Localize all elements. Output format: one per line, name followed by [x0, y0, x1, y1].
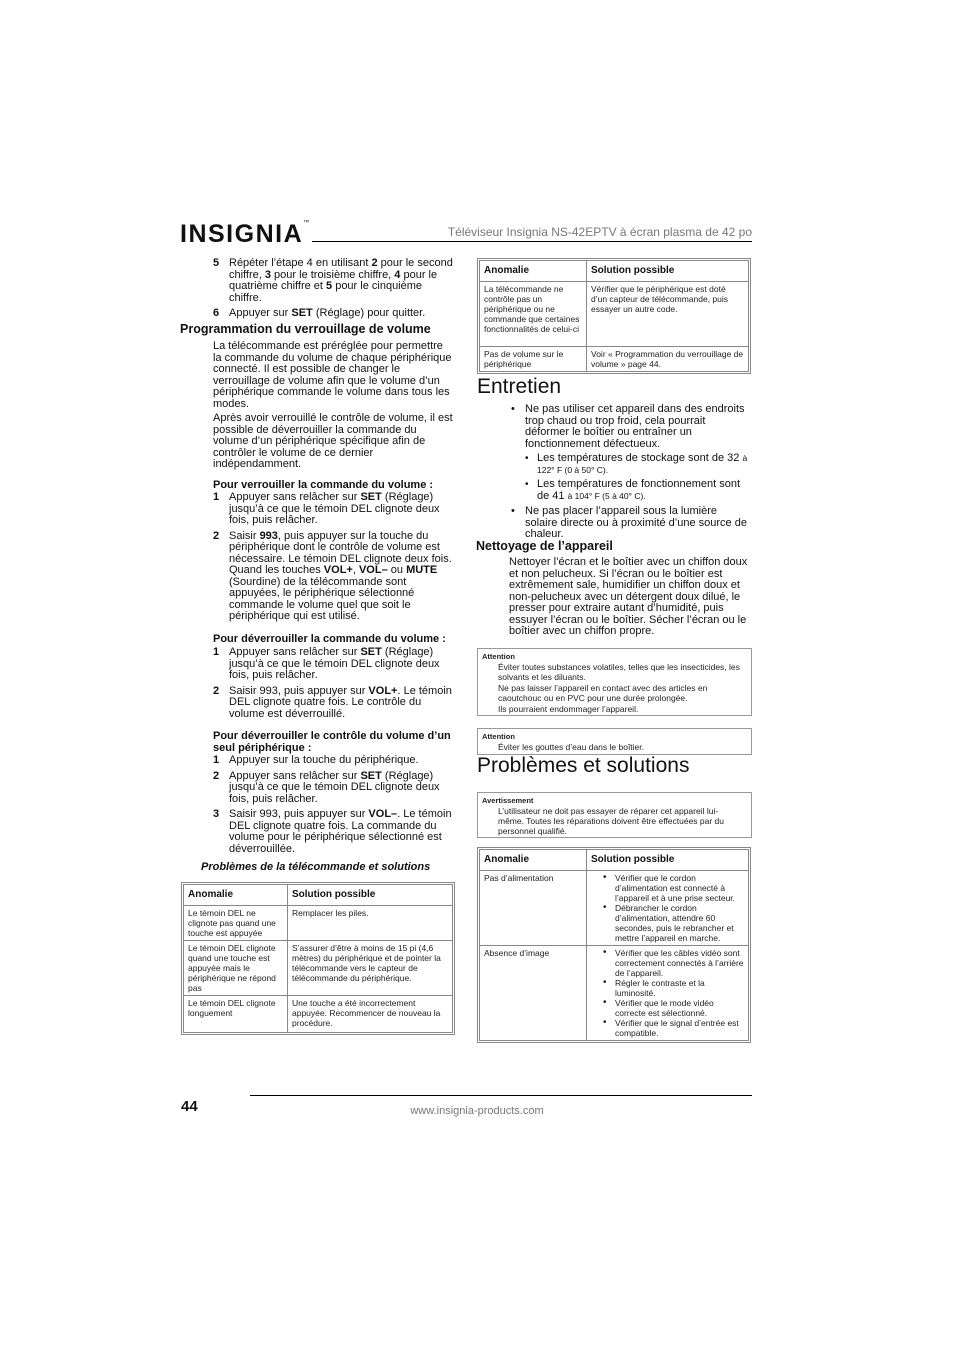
lock-steps [213, 492, 453, 623]
step-item [213, 771, 453, 806]
maintenance-list [509, 404, 751, 541]
unlock-one-subheading: Pour déverrouiller le contrôle du volume d’un seul périphérique : [213, 730, 451, 754]
step-text: Répéter l’étape 4 en utilisant 2 pour le second chiffre, 3 pour le troisième chiffre, 4 pour le quatrième chiffre et 5 pour le cinquième chiffre. [229, 257, 453, 304]
table-row [480, 946, 749, 1041]
step-text: Appuyer sans relâcher sur SET (Réglage) jusqu’à ce que le témoin DEL clignote deux fois, puis relâcher. [229, 646, 440, 681]
step-item [213, 755, 453, 767]
lock-intro [213, 341, 453, 471]
solution-item: • Vérifier que le mode vidéo correcte est sélectionné. [603, 998, 744, 1018]
problems-table-frame [477, 847, 751, 1043]
footer-url: www.insignia-products.com [410, 1105, 544, 1117]
step-number: 2 [213, 529, 220, 542]
cleaning-text: Nettoyer l’écran et le boîtier avec un chiffon doux et non pelucheux. Si l’écran ou le boîtier est extrêmement sale, humidifier un chiffon doux et non-pelucheux avec un détergent doux dilué, le presser pour extraire autant d’humidité, puis essuyer l’écran ou le boîtier. Sécher l’écran ou le boîtier avec un chiffon propre. [509, 556, 748, 637]
document-title: Téléviseur Insignia NS-42EPTV à écran plasma de 42 po [447, 225, 752, 239]
table-row [184, 996, 453, 1033]
step-text: Saisir 993, puis appuyer sur VOL–. Le témoin DEL clignote quatre fois. La commande du volume pour le périphérique sélectionné est déverrouillée. [229, 808, 452, 855]
step-text: Appuyer sans relâcher sur SET (Réglage) jusqu’à ce que le témoin DEL clignote deux fois, puis relâcher. [229, 491, 440, 526]
issue-cell: Pas d’alimentation [480, 871, 587, 946]
attention-text-3: Ils pourraient endommager l’appareil. [498, 704, 639, 714]
top-table-frame [477, 258, 751, 374]
attention-box-1 [477, 648, 752, 716]
column-header: Anomalie [184, 885, 288, 906]
problems-solutions-table [479, 849, 749, 1041]
attention-text: Éviter les gouttes d’eau dans le boîtier. [498, 742, 645, 752]
step-item [213, 686, 453, 721]
unlock-one-steps [213, 755, 453, 855]
column-header: Solution possible [587, 850, 749, 871]
page-number: 44 [181, 1098, 198, 1115]
solution-list [603, 948, 744, 1038]
solution-cell: Une touche a été incorrectement appuyée. Recommencer de nouveau la procédure. [288, 996, 453, 1033]
step-number: 6 [213, 307, 220, 319]
operating-temp-text: Les températures de fonctionnement sont de 41 [537, 478, 741, 502]
issue-cell: Le témoin DEL clignote longuement [184, 996, 288, 1033]
insignia-logo [180, 220, 309, 249]
table-row [184, 941, 453, 996]
attention-text-2: Ne pas laisser l’appareil en contact avec des articles en caoutchouc ou en PVC pour une durée prolongée. [498, 683, 708, 703]
attention-tag: Attention [482, 652, 515, 661]
step-number: 2 [213, 684, 220, 697]
table-header-row [480, 261, 749, 282]
solution-item: • Régler le contraste et la luminosité. [603, 978, 744, 998]
table-row [184, 906, 453, 941]
lock-paragraph-1: La télécommande est préréglée pour permettre la commande du volume de chaque périphérique connecté. Il est possible de changer le verrouillage de volume afin que le volume d’un périphérique commande le volume dans tous les modes. [213, 340, 452, 410]
attention-tag: Attention [482, 732, 515, 741]
step-number: 1 [213, 754, 220, 766]
step-number: 3 [213, 808, 220, 820]
issue-cell: Le témoin DEL ne clignote pas quand une touche est appuyée [184, 906, 288, 941]
issue-cell: La télécommande ne contrôle pas un périphérique ou ne commande que certaines fonctionnalités de celui-ci [480, 282, 587, 347]
step-item [213, 492, 453, 527]
storage-temp-range: à 122° F (0 à 50° C). [537, 453, 748, 475]
step-text: Appuyer sur la touche du périphérique. [229, 754, 419, 766]
column-header: Solution possible [587, 261, 749, 282]
table-header-row [480, 850, 749, 871]
step-text: Appuyer sans relâcher sur SET (Réglage) jusqu’à ce que le témoin DEL clignote deux fois, puis relâcher. [229, 769, 440, 805]
solution-cell: Remplacer les piles. [288, 906, 453, 941]
maintenance-heading: Entretien [477, 375, 562, 398]
logo-tm: ™ [303, 220, 310, 226]
solution-item: • Débrancher le cordon d’alimentation, attendre 60 secondes, puis le rebrancher et mettre l’appareil en marche. [603, 903, 744, 943]
solution-cell: S’assurer d’être à moins de 15 pi (4,6 mètres) du périphérique et de pointer la télécommande vers le capteur de télécommande du périphérique. [288, 941, 453, 996]
remote-troubleshooting-table [183, 884, 453, 1033]
step-item [213, 531, 453, 623]
step-item [213, 308, 453, 320]
column-header: Anomalie [480, 850, 587, 871]
step-number: 5 [213, 257, 220, 269]
lock-paragraph-2: Après avoir verrouillé le contrôle de volume, il est possible de déverrouiller la commande du volume d’un périphérique spécifique afin de contrôler le volume de ce dernier indépendamment. [213, 412, 453, 470]
sub-bullet-item [525, 453, 751, 476]
steps-top [213, 258, 453, 320]
sub-bullet-item [525, 479, 751, 502]
column-header: Solution possible [288, 885, 453, 906]
logo-text: INSIGNIA [180, 220, 304, 248]
bullet-text: Ne pas placer l’appareil sous la lumière solaire directe ou à proximité d’une source de chaleur. [525, 505, 747, 540]
bullet-item [509, 404, 751, 502]
header-rule [312, 241, 752, 242]
issue-cell: Absence d’image [480, 946, 587, 1041]
step-number: 1 [213, 491, 220, 503]
operating-temp-range: à 104° F (5 à 40° C). [567, 490, 646, 501]
remote-table-continued [479, 260, 749, 372]
step-text: Saisir 993, puis appuyer sur la touche du périphérique dont le contrôle de volume est nécessaire. Le témoin DEL clignote deux fois. Quand les touches VOL+, VOL– ou MUTE (Sourdine) de la télécommande sont appuyées, le périphérique sélectionné commande le volume quel que soit le périphérique qui est utilisé. [229, 529, 452, 622]
storage-temp-text: Les températures de stockage sont de 32 [537, 452, 740, 464]
solution-cell: Voir « Programmation du verrouillage de volume » page 44. [587, 347, 749, 372]
step-text: Saisir 993, puis appuyer sur VOL+. Le témoin DEL clignote quatre fois. Le contrôle du volume est déverrouillé. [229, 684, 452, 720]
bullet-text: Ne pas utiliser cet appareil dans des endroits trop chaud ou trop froid, cela pourrait déformer le boîtier ou entraîner un fonctionnement défectueux. [525, 403, 745, 450]
step-item [213, 258, 453, 304]
warning-box [477, 792, 752, 838]
solution-item: • Vérifier que le signal d’entrée est compatible. [603, 1018, 744, 1038]
maintenance-bullets [509, 404, 751, 541]
sub-bullets [525, 453, 751, 502]
step-text: Appuyer sur SET (Réglage) pour quitter. [229, 307, 426, 319]
step-item [213, 809, 453, 855]
cleaning-heading: Nettoyage de l’appareil [476, 539, 613, 553]
table-row [480, 347, 749, 372]
attention-box-2 [477, 728, 752, 755]
column-header: Anomalie [480, 261, 587, 282]
unlock-subheading: Pour déverrouiller la commande du volume : [213, 633, 446, 645]
step-item [213, 647, 453, 682]
solution-cell [587, 946, 749, 1041]
attention-text-1: Éviter toutes substances volatiles, telles que les insecticides, les solvants et les diluants. [498, 662, 740, 682]
remote-table-caption: Problèmes de la télécommande et solutions [201, 861, 431, 873]
unlock-steps [213, 647, 453, 720]
footer-rule [250, 1095, 752, 1096]
issue-cell: Pas de volume sur le périphérique [480, 347, 587, 372]
table-row [480, 282, 749, 347]
solution-cell: Vérifier que le périphérique est doté d’un capteur de télécommande, puis essayer un autre code. [587, 282, 749, 347]
problems-heading: Problèmes et solutions [477, 754, 690, 777]
solution-item: • Vérifier que les câbles vidéo sont correctement connectés à l’arrière de l’appareil. [603, 948, 744, 978]
table-header-row [184, 885, 453, 906]
lock-heading: Programmation du verrouillage de volume [180, 322, 431, 336]
remote-table-frame [181, 882, 455, 1035]
issue-cell: Le témoin DEL clignote quand une touche est appuyée mais le périphérique ne répond pas [184, 941, 288, 996]
bullet-item [509, 506, 751, 541]
step-number: 2 [213, 769, 220, 782]
warning-tag: Avertissement [482, 796, 534, 805]
step-number: 1 [213, 646, 220, 658]
solution-list [603, 873, 744, 943]
table-row [480, 871, 749, 946]
solution-item: • Vérifier que le cordon d’alimentation est connecté à l’appareil et à une prise secteur. [603, 873, 744, 903]
warning-text: L’utilisateur ne doit pas essayer de réparer cet appareil lui-même. Toutes les réparations doivent être effectuées par du personnel qualifié. [498, 806, 725, 836]
solution-cell [587, 871, 749, 946]
lock-subheading: Pour verrouiller la commande du volume : [213, 479, 434, 491]
